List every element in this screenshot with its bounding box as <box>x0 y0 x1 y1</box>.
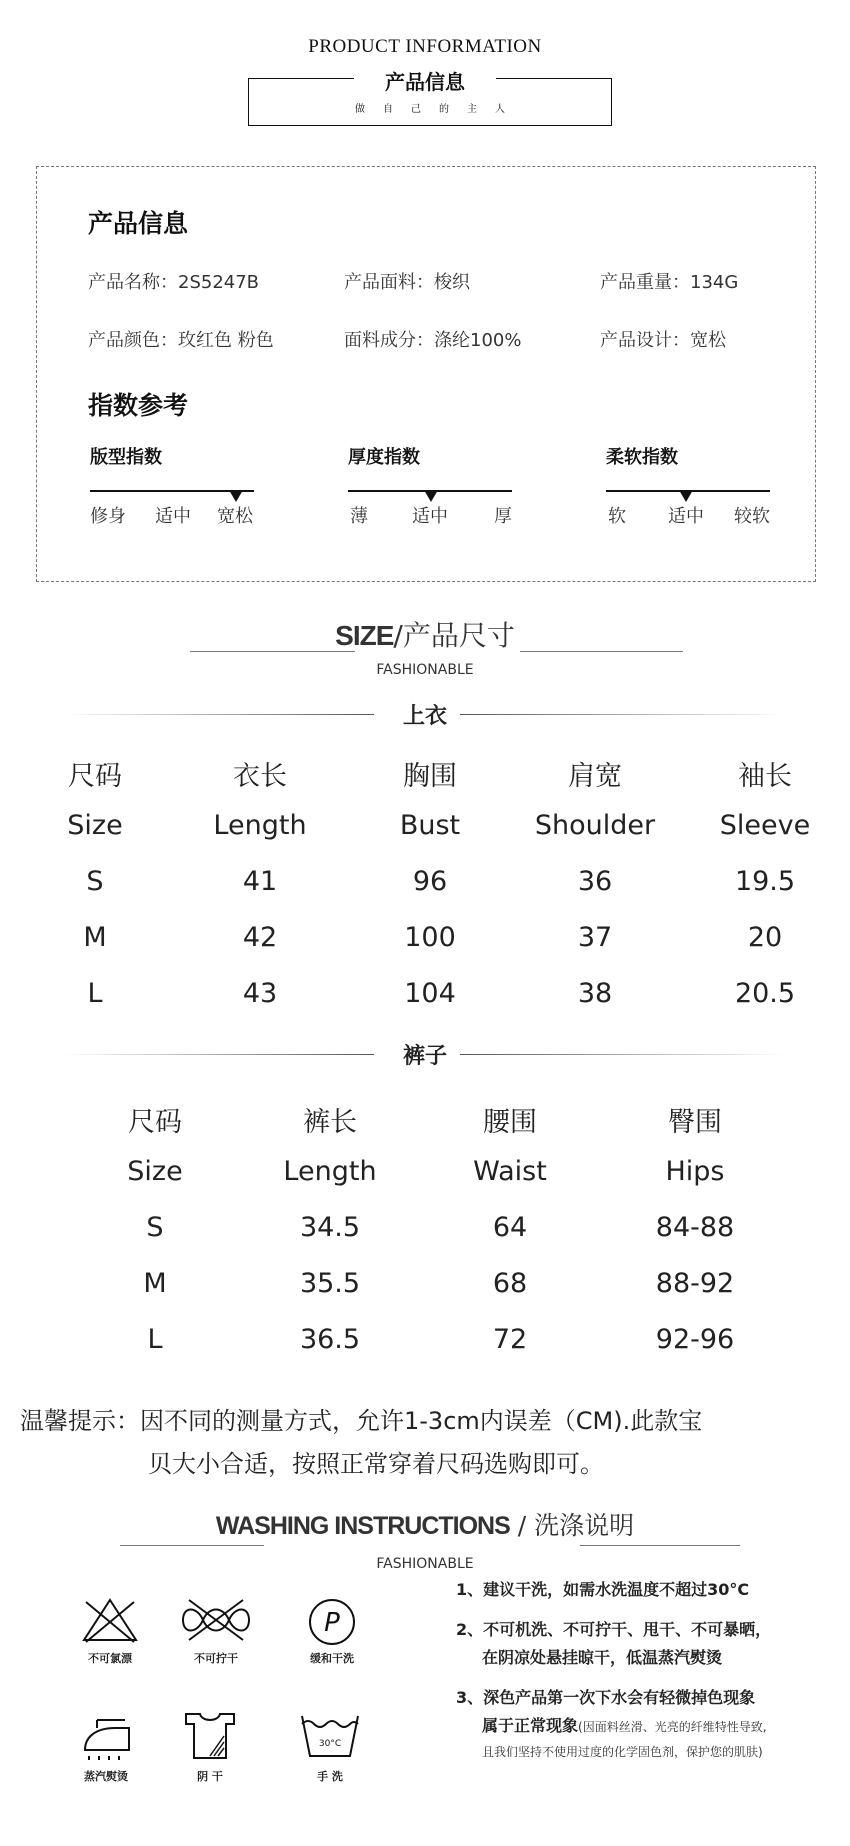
top-cell: 100 <box>404 922 456 953</box>
top-cell: 20 <box>747 922 783 953</box>
pants-size-table <box>0 1096 850 1366</box>
size-tip <box>20 1400 830 1486</box>
header-subtitle: 做自己的主人 <box>355 104 523 115</box>
top-header-cn: 尺码 <box>68 761 122 792</box>
top-header-cn: 衣长 <box>233 761 287 792</box>
top-header-cn: 肩宽 <box>568 761 622 792</box>
top-cell: L <box>87 978 103 1009</box>
size-section-title: SIZE/产品尺寸 <box>335 619 515 652</box>
no-wring-icon: 不可拧干 <box>176 1596 256 1666</box>
info-item-design: 产品设计：宽松 <box>600 330 726 351</box>
washing-subtitle: FASHIONABLE <box>376 1556 474 1572</box>
pants-cell: 72 <box>492 1324 528 1355</box>
index-section-title: 指数参考 <box>88 391 189 420</box>
pants-cell: 88-92 <box>655 1268 735 1299</box>
pants-cell: 36.5 <box>299 1324 361 1355</box>
top-cell: M <box>83 922 107 953</box>
size-title-rule-right <box>520 651 683 652</box>
pants-header-cn: 腰围 <box>483 1107 537 1138</box>
pants-header-cn: 裤长 <box>303 1107 357 1138</box>
thickness-index-label-2: 适中 <box>412 506 448 527</box>
softness-index-marker <box>679 490 693 502</box>
svg-text:30°C: 30°C <box>318 1739 342 1749</box>
top-cell: 20.5 <box>734 978 796 1009</box>
top-size-table <box>0 750 850 1020</box>
top-cell: 37 <box>577 922 613 953</box>
fit-index-title: 版型指数 <box>90 447 162 468</box>
pants-header-en: Hips <box>665 1156 725 1187</box>
pants-header-cn: 尺码 <box>128 1107 182 1138</box>
thickness-index-label-3: 厚 <box>494 506 512 527</box>
washing-rule-right <box>580 1545 740 1546</box>
top-header-cn: 胸围 <box>403 761 457 792</box>
thickness-index-marker <box>424 490 438 502</box>
fit-index-label-2: 适中 <box>155 506 191 527</box>
top-header-en: Length <box>213 810 307 841</box>
info-item-name: 产品名称：2S5247B <box>88 272 260 293</box>
svg-text:P: P <box>324 1608 340 1638</box>
size-tip-line-2: 贝大小合适，按照正常穿着尺码选购即可。 <box>148 1450 604 1478</box>
header-frame-line-left <box>248 78 354 79</box>
size-title-rule-left <box>190 651 355 652</box>
size-tip-line-1: 温馨提示：因不同的测量方式，允许1-3cm内误差（CM).此款宝 <box>20 1407 703 1435</box>
fit-index-label-3: 宽松 <box>217 506 253 527</box>
top-cell: 42 <box>242 922 278 953</box>
shade-dry-icon: 阴 干 <box>170 1710 250 1784</box>
info-item-color: 产品颜色：玫红色 粉色 <box>88 330 274 351</box>
top-header-en: Shoulder <box>534 810 656 841</box>
header-frame-line-right <box>496 78 612 79</box>
pants-cell: L <box>147 1324 163 1355</box>
softness-index-label-3: 较软 <box>734 506 770 527</box>
top-header-cn: 袖长 <box>738 761 792 792</box>
top-header-en: Size <box>67 810 123 841</box>
thickness-index-title: 厚度指数 <box>348 447 420 468</box>
header-title-cn: 产品信息 <box>385 70 465 94</box>
pants-cell: 64 <box>492 1212 528 1243</box>
pants-cell: M <box>143 1268 167 1299</box>
washing-rule-left <box>120 1545 264 1546</box>
softness-index-title: 柔软指数 <box>606 447 678 468</box>
softness-index-label-1: 软 <box>608 506 626 527</box>
washing-note-3: 3、深色产品第一次下水会有轻微掉色现象 属于正常现象(因面料丝滑、光亮的纤维特性导致, 且我们坚持不使用过度的化学固色剂，保护您的肌肤) <box>456 1688 767 1759</box>
fit-index-label-1: 修身 <box>90 506 126 527</box>
pants-cell: 68 <box>492 1268 528 1299</box>
washing-note-1: 1、建议干洗，如需水洗温度不超过30°C <box>456 1580 750 1599</box>
size-subtitle: FASHIONABLE <box>376 662 474 678</box>
pants-cell: 92-96 <box>655 1324 735 1355</box>
steam-iron-icon: 蒸汽熨烫 <box>66 1714 146 1784</box>
gentle-dry-clean-icon: P 缓和干洗 <box>292 1596 372 1666</box>
top-cell: 43 <box>242 978 278 1009</box>
header-title-en: PRODUCT INFORMATION <box>308 36 542 57</box>
top-cell: 38 <box>577 978 613 1009</box>
top-category-label: 上衣 <box>402 704 447 729</box>
hand-wash-icon: 30°C 手 洗 <box>290 1712 370 1784</box>
pants-cell: 84-88 <box>655 1212 735 1243</box>
top-cell: 104 <box>404 978 456 1009</box>
pants-cell: 35.5 <box>299 1268 361 1299</box>
no-bleach-icon: 不可氯漂 <box>70 1596 150 1666</box>
pants-cell: 34.5 <box>299 1212 361 1243</box>
washing-notes <box>456 1576 836 1763</box>
top-cell: 19.5 <box>734 866 796 897</box>
pants-header-en: Length <box>283 1156 377 1187</box>
top-cell: 36 <box>577 866 613 897</box>
top-cell: 96 <box>412 866 448 897</box>
softness-index-label-2: 适中 <box>668 506 704 527</box>
top-header-en: Bust <box>399 810 461 841</box>
washing-section-title: WASHING INSTRUCTIONS / 洗涤说明 <box>215 1511 635 1540</box>
washing-note-2: 2、不可机洗、不可拧干、甩干、不可暴晒， 在阴凉处悬挂晾干，低温蒸汽熨烫 <box>456 1620 772 1667</box>
top-cell: S <box>86 866 104 897</box>
top-header-en: Sleeve <box>719 810 811 841</box>
info-section-title: 产品信息 <box>88 209 189 238</box>
pants-header-en: Size <box>127 1156 183 1187</box>
pants-header-cn: 臀围 <box>668 1107 722 1138</box>
pants-header-en: Waist <box>473 1156 547 1187</box>
info-item-fabric: 产品面料：梭织 <box>344 272 470 293</box>
thickness-index-label-1: 薄 <box>350 506 368 527</box>
info-item-weight: 产品重量：134G <box>600 272 739 293</box>
pants-category-label: 裤子 <box>402 1044 447 1069</box>
top-cell: 41 <box>242 866 278 897</box>
fit-index-marker <box>229 490 243 502</box>
pants-cell: S <box>146 1212 164 1243</box>
info-item-composition: 面料成分：涤纶100% <box>344 330 522 351</box>
